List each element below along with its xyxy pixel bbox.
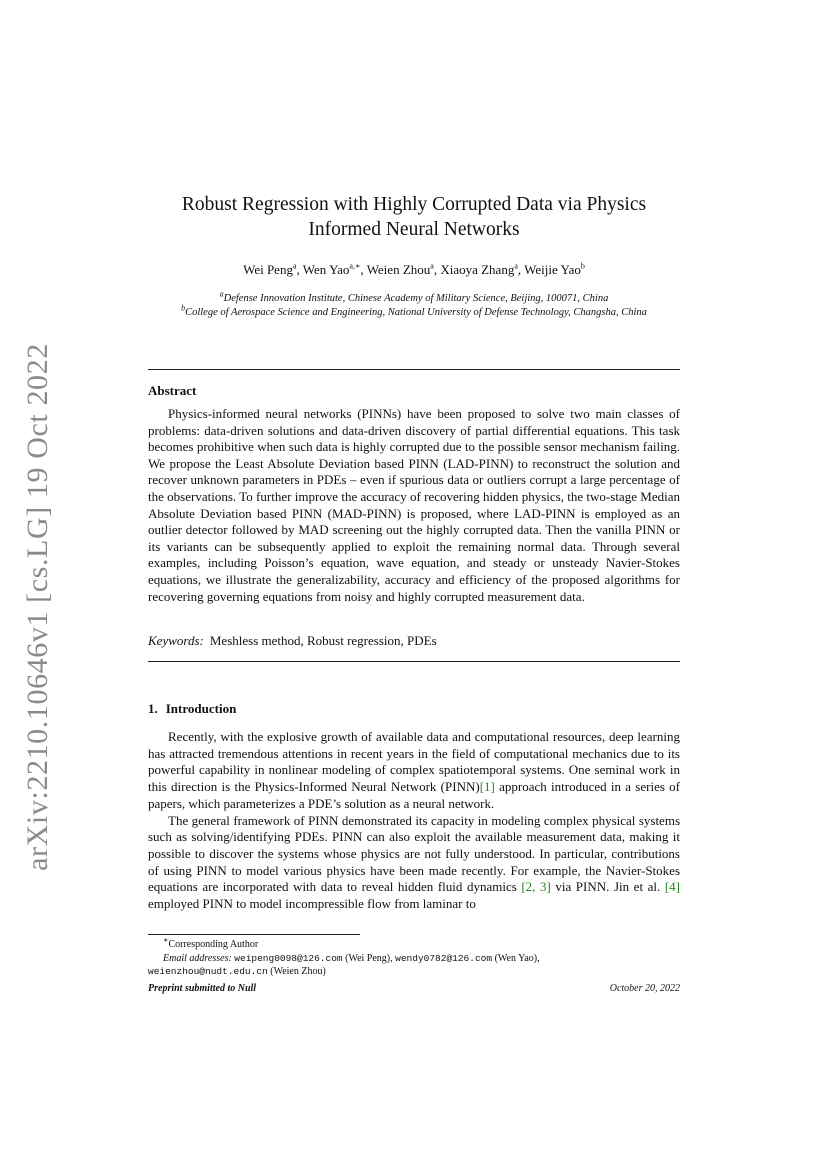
author-name: Weijie Yao [524,262,581,277]
author-affiliation-mark: b [580,261,585,271]
author-affiliation-mark: a,∗ [349,261,361,271]
abstract-bottom-rule [148,661,680,662]
footnote-mark: ∗ [163,935,169,945]
footnote-emails-continued [148,965,680,978]
paragraph-text: via PINN. Jin et al. [550,879,665,895]
author-name: Weien Zhou [366,262,431,277]
introduction-paragraph-2 [148,813,680,913]
citation-link[interactable]: [4] [664,879,680,895]
author-separator: , [517,262,525,277]
author-affiliation-mark: a [514,261,518,271]
footnote-corresponding [163,935,695,951]
section-number: 1. [148,701,158,716]
author-name: Wen Yao [302,262,350,277]
paragraph-text: Recently, with the explosive growth of available data and computational resources, deep learning has attracted tremendous attentions in recent years in the field of computational mechanics due to its powerful capability in nonlinear modeling of complex spatiotemporal systems. One seminal work in this direction is the Physics-Informed Neural Network (PINN) [148,729,680,795]
preprint-note: Preprint submitted to Null [148,983,257,994]
author-affiliation-mark: a [430,261,434,271]
email-label: Email addresses: [163,953,232,964]
email-link[interactable]: weipeng0098@126.com [234,953,343,964]
introduction-body [148,729,680,913]
email-link[interactable]: wendy0782@126.com [395,953,493,964]
arxiv-identifier-stamp [3,343,73,871]
affiliation-a [148,289,680,304]
arxiv-identifier-text: arXiv:2210.10646v1 [cs.LG] 19 Oct 2022 [21,343,54,871]
affiliation-text: College of Aerospace Science and Engineering, National University of Defense Technology, Changsha, China [185,307,647,318]
introduction-paragraph-1 [148,729,680,813]
affiliation-mark: a [219,289,224,299]
author-separator: , [433,262,441,277]
footnote-rule [148,934,360,935]
author-affiliation-mark: a [292,261,297,271]
abstract-text: Physics-informed neural networks (PINNs) have been proposed to solve two main classes of problems: data-driven solutions and data-driven discovery of partial differential equations. This task becomes prohibitive when such data is highly corrupted due to the possible sensor mechanism failing. We propose the Least Absolute Deviation based PINN (LAD-PINN) to reconstruct the solution and recover unknown parameters in PDEs – even if spurious data or outliers corrupt a large percentage of the observations. To further improve the accuracy of recovering hidden physics, the two-stage Median Absolute Deviation based PINN (MAD-PINN) is proposed, where LAD-PINN is employed as an outlier detector followed by MAD screening out the highly corrupted data. Then the vanilla PINN or its variants can be subsequently applied to exploit the remaining normal data. Through several examples, including Poisson’s equation, wave equation, and steady or unsteady Navier-Stokes equations, we illustrate the generalizability, accuracy and efficiency of the proposed algorithms for recovering governing equations from noisy and highly corrupted measurement data. [148,406,680,604]
author-separator: , [360,262,367,277]
affiliation-mark: b [181,303,186,313]
citation-link[interactable]: [1] [479,779,495,795]
citation-link[interactable]: [2, 3] [521,879,551,895]
paragraph-text: The general framework of PINN demonstrated its capacity in modeling complex physical systems such as solving/identifying PDEs. PINN can also exploit the available measurement data, making it possible to discover the systems whose physics are not fully understood. In particular, contributions of using PINN to model various physics have been made recently. For example, the Navier-Stokes equations are incorporated with data to reveal hidden fluid dynamics [148,812,680,895]
paragraph-text: approach introduced in a series of papers, which parameterizes a PDE’s solution as a neural network. [148,779,680,811]
section-title: Introduction [165,701,237,716]
abstract-heading: Abstract [148,383,197,398]
email-owner: (Wei Peng) [345,953,391,964]
footnote-emails: Email addresses: weipeng0098@126.com (Wei Peng), wendy0782@126.com (Wen Yao), [163,953,540,964]
keywords-text: Meshless method, Robust regression, PDEs [209,633,437,648]
footnote-text: Corresponding Author [168,939,259,950]
preprint-date: October 20, 2022 [609,983,680,994]
author-name: Wei Peng [243,262,293,277]
affiliation-text: Defense Innovation Institute, Chinese Academy of Military Science, Beijing, 100071, China [223,293,609,304]
abstract-top-rule [148,369,680,370]
paragraph-text: employed PINN to model incompressible flow from laminar to [148,896,476,912]
paper-title: Robust Regression with Highly Corrupted Data via Physics Informed Neural Networks [181,194,647,240]
email-owner: (Wen Yao) [494,953,538,964]
keywords-label: Keywords: [148,633,204,648]
keywords-line [148,633,680,649]
affiliation-b [148,303,680,318]
author-separator: , [296,262,303,277]
email-link[interactable]: weienzhou@nudt.edu.cn [148,966,268,977]
author-name: Xiaoya Zhang [440,262,515,277]
section-heading-introduction [148,701,236,717]
email-owner: (Weien Zhou) [270,966,326,977]
author-list [148,262,680,278]
